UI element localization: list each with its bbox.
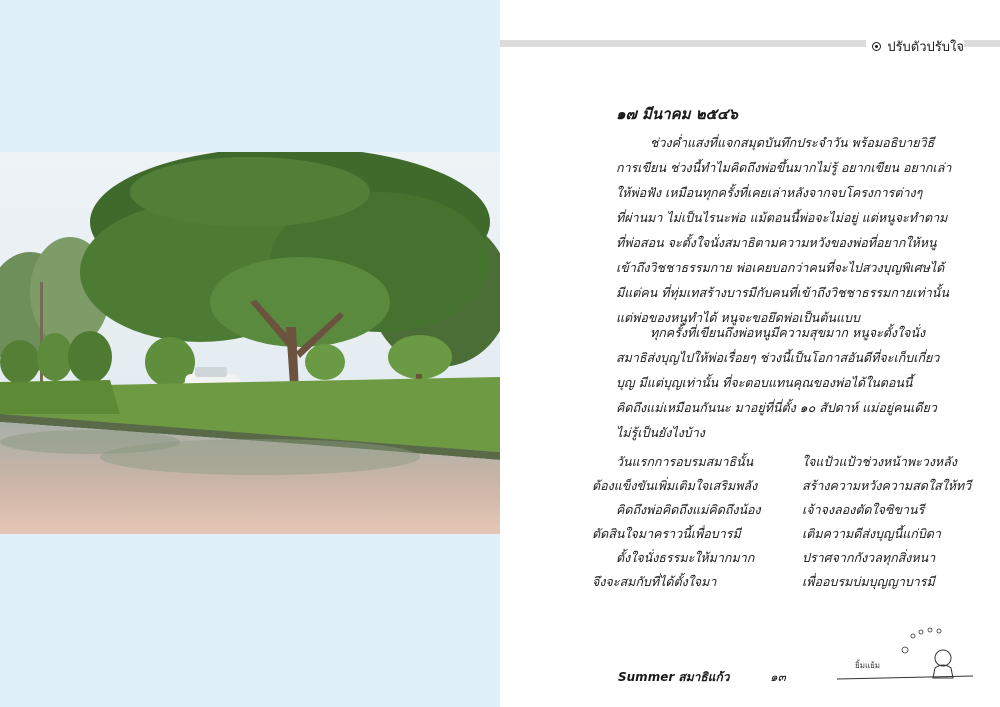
poem-line: ตั้งใจนั่งธรรมะให้มากมาก	[616, 550, 755, 565]
doodle-caption: ยิ้มแย้ม	[855, 661, 881, 670]
text-line: ให้พ่อฟัง เหมือนทุกครั้งที่เคยเล่าหลังจากจบโครงการต่างๆ	[616, 185, 923, 200]
text-line: ที่พ่อสอน จะตั้งใจนั่งสมาธิตามความหวังของพ่อที่อยากให้หนู	[616, 235, 937, 250]
right-page	[500, 0, 1000, 707]
poem-line: คิดถึงพ่อคิดถึงแม่คิดถึงน้อง	[616, 502, 761, 517]
text-line: ไม่รู้เป็นยังไงบ้าง	[616, 425, 705, 440]
park-pond-illustration	[0, 152, 500, 534]
text-line: คิดถึงแม่เหมือนกันนะ มาอยู่ที่นี่ตั้ง ๑๐ สัปดาห์ แม่อยู่คนเดียว	[616, 400, 937, 415]
poem-line: เจ้าจงลองตัดใจซิขานรี	[802, 502, 925, 517]
footer-title: Summer สมาธิแก้ว	[618, 670, 730, 684]
poem-line: ใจแป้วแป้วช่วงหน้าพะวงหลัง	[802, 454, 957, 469]
poem-line: ต้องแข็งขันเพิ่มเติมใจเสริมพลัง	[592, 478, 758, 493]
diary-paragraph-1	[616, 130, 956, 330]
page-number: ๑๓	[770, 670, 786, 684]
section-header	[866, 36, 964, 57]
poem-line: เติมความดีส่งบุญนี้แก่บิดา	[802, 526, 941, 541]
text-line: ทุกครั้งที่เขียนถึงพ่อหนูมีความสุขมาก หนูจะตั้งใจนั่ง	[650, 325, 926, 340]
text-line: สมาธิส่งบุญไปให้พ่อเรื่อยๆ ช่วงนี้เป็นโอกาสอันดีที่จะเก็บเกี่ยว	[616, 350, 940, 365]
poem-right-column	[802, 450, 992, 594]
poem-line: ตัดสินใจมาคราวนี้เพื่อบารมี	[592, 526, 741, 541]
text-line: เข้าถึงวิชชาธรรมกาย พ่อเคยบอกว่าคนที่จะไปสวงบุญพิเศษได้	[616, 260, 945, 275]
poem-left-column	[592, 450, 792, 594]
text-line: บุญ มีแต่บุญเท่านั้น ที่จะตอบแทนคุณของพ่อได้ในตอนนี้	[616, 375, 913, 390]
poem-line: เพื่ออบรมบ่มบุญญาบารมี	[802, 574, 935, 589]
diary-paragraph-2	[616, 320, 956, 445]
entry-date: ๑๗ มีนาคม ๒๕๔๖	[616, 105, 738, 123]
bullet-circle-icon	[872, 42, 881, 51]
poem-line: ปราศจากกังวลทุกสิ่งหนา	[802, 550, 936, 565]
text-line: การเขียน ช่วงนี้ทำไมคิดถึงพ่อขึ้นมากไม่รู้ อยากเขียน อยากเล่า	[616, 160, 952, 175]
poem-line: วันแรกการอบรมสมาธินั้น	[616, 454, 754, 469]
text-line: มีแต่คน ที่ทุ่มเทสร้างบารมีกับคนที่เข้าถึงวิชชาธรรมกายเท่านั้น	[616, 285, 949, 300]
poem-line: สร้างความหวังความสดใสให้ทวี	[802, 478, 972, 493]
section-title: ปรับตัวปรับใจ	[887, 40, 964, 55]
text-line: ช่วงค่ำแสงที่แจกสมุดบันทึกประจำวัน พร้อมอธิบายวิธี	[650, 135, 935, 150]
park-pond-photo	[0, 152, 500, 534]
poem-line: จึงจะสมกับที่ได้ตั้งใจมา	[592, 574, 717, 589]
text-line: ที่ผ่านมา ไม่เป็นไรนะพ่อ แม้ตอนนี้พ่อจะไม่อยู่ แต่หนูจะทำตาม	[616, 210, 948, 225]
meditating-child-doodle	[835, 624, 975, 686]
text-line: แต่พ่อของหนูทำได้ หนูจะขอยึดพ่อเป็นต้นแบบ	[616, 310, 860, 325]
